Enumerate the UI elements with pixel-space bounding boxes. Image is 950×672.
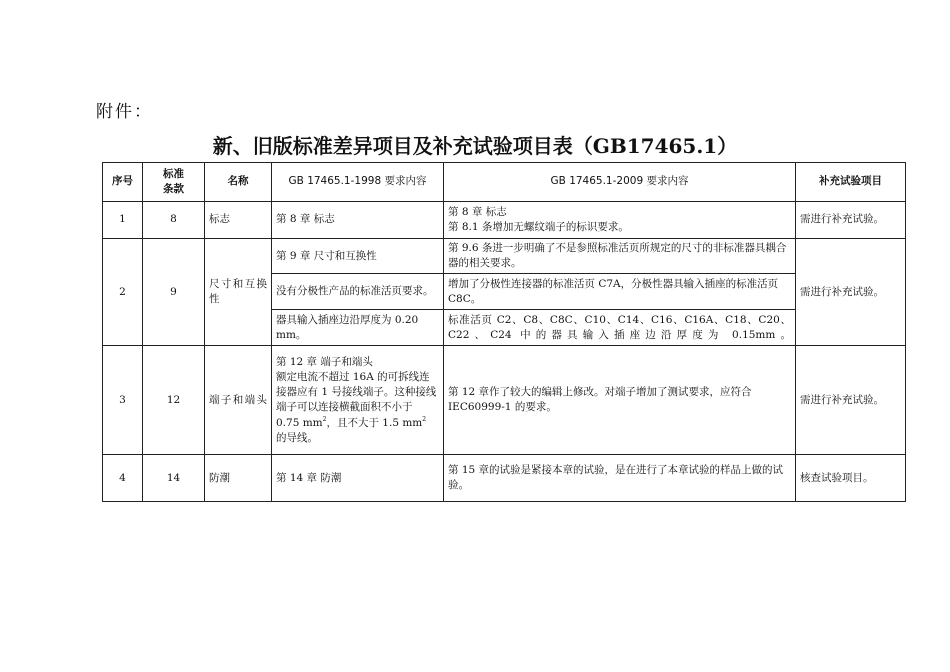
cell-new-requirement: 第 9.6 条进一步明确了不是参照标准活页所规定的尺寸的非标准器具耦合器的相关要求。 — [444, 239, 796, 274]
old-requirement-text: 额定电流不超过 16A 的可拆线连接器应有 1 号接线端子。这种接线端子可以连接横截面积不小于 0.75 mm — [276, 371, 437, 429]
cell-new-requirement — [444, 202, 796, 239]
cell-old-requirement: 第 14 章 防潮 — [272, 455, 444, 502]
cell-seq: 1 — [103, 202, 143, 239]
cell-clause: 12 — [143, 346, 205, 455]
cell-old-requirement: 第 8 章 标志 — [272, 202, 444, 239]
table-header-row — [103, 163, 906, 202]
cell-name: 尺寸和互换性 — [205, 239, 272, 346]
header-seq: 序号 — [103, 163, 143, 202]
cell-supplementary-test: 需进行补充试验。 — [796, 239, 906, 346]
old-requirement-text: ，且不大于 1.5 mm — [326, 416, 423, 429]
cell-supplementary-test: 核查试验项目。 — [796, 455, 906, 502]
cell-name: 标志 — [205, 202, 272, 239]
cell-new-requirement: 第 15 章的试验是紧接本章的试验，是在进行了本章试验的样品上做的试验。 — [444, 455, 796, 502]
attachment-label: 附件： — [96, 102, 153, 122]
new-requirement-line: 第 8 章 标志 — [448, 205, 507, 218]
cell-supplementary-test: 需进行补充试验。 — [796, 346, 906, 455]
header-name: 名称 — [205, 163, 272, 202]
table-row — [103, 202, 906, 239]
header-old-requirement: GB 17465.1-1998 要求内容 — [272, 163, 444, 202]
cell-new-requirement: 第 12 章作了较大的编辑上修改。对端子增加了测试要求，应符合 IEC60999-1 的要求。 — [444, 346, 796, 455]
cell-clause: 9 — [143, 239, 205, 346]
cell-old-requirement: 第 9 章 尺寸和互换性 — [272, 239, 444, 274]
cell-old-requirement — [272, 346, 444, 455]
cell-supplementary-test: 需进行补充试验。 — [796, 202, 906, 239]
cell-seq: 4 — [103, 455, 143, 502]
header-clause — [143, 163, 205, 202]
cell-clause: 8 — [143, 202, 205, 239]
cell-seq: 2 — [103, 239, 143, 346]
old-requirement-text: 的导线。 — [276, 431, 318, 444]
header-supplementary-test: 补充试验项目 — [796, 163, 906, 202]
cell-old-requirement: 器具输入插座边沿厚度为 0.20 mm。 — [272, 310, 444, 346]
difference-table — [102, 162, 906, 502]
table-row — [103, 239, 906, 274]
superscript: 2 — [322, 415, 327, 423]
cell-new-requirement: 增加了分极性连接器的标准活页 C7A，分极性器具输入插座的标准活页 C8C。 — [444, 274, 796, 310]
cell-name: 端子和端头 — [205, 346, 272, 455]
cell-clause: 14 — [143, 455, 205, 502]
new-requirement-line: 第 8.1 条增加无螺纹端子的标识要求。 — [448, 221, 629, 233]
header-clause-line2: 条款 — [163, 183, 184, 195]
old-requirement-line: 第 12 章 端子和端头 — [276, 355, 373, 368]
cell-seq: 3 — [103, 346, 143, 455]
page-title: 新、旧版标准差异项目及补充试验项目表（GB17465.1） — [212, 134, 738, 158]
table-row — [103, 455, 906, 502]
cell-name: 防潮 — [205, 455, 272, 502]
table-row — [103, 346, 906, 455]
cell-old-requirement: 没有分极性产品的标准活页要求。 — [272, 274, 444, 310]
cell-new-requirement: 标准活页 C2、C8、C8C、C10、C14、C16、C16A、C18、C20、C22、C24 中的器具输入插座边沿厚度为 0.15mm。 — [444, 310, 796, 346]
header-new-requirement: GB 17465.1-2009 要求内容 — [444, 163, 796, 202]
header-clause-line1: 标准 — [163, 167, 184, 180]
superscript: 2 — [422, 415, 427, 423]
